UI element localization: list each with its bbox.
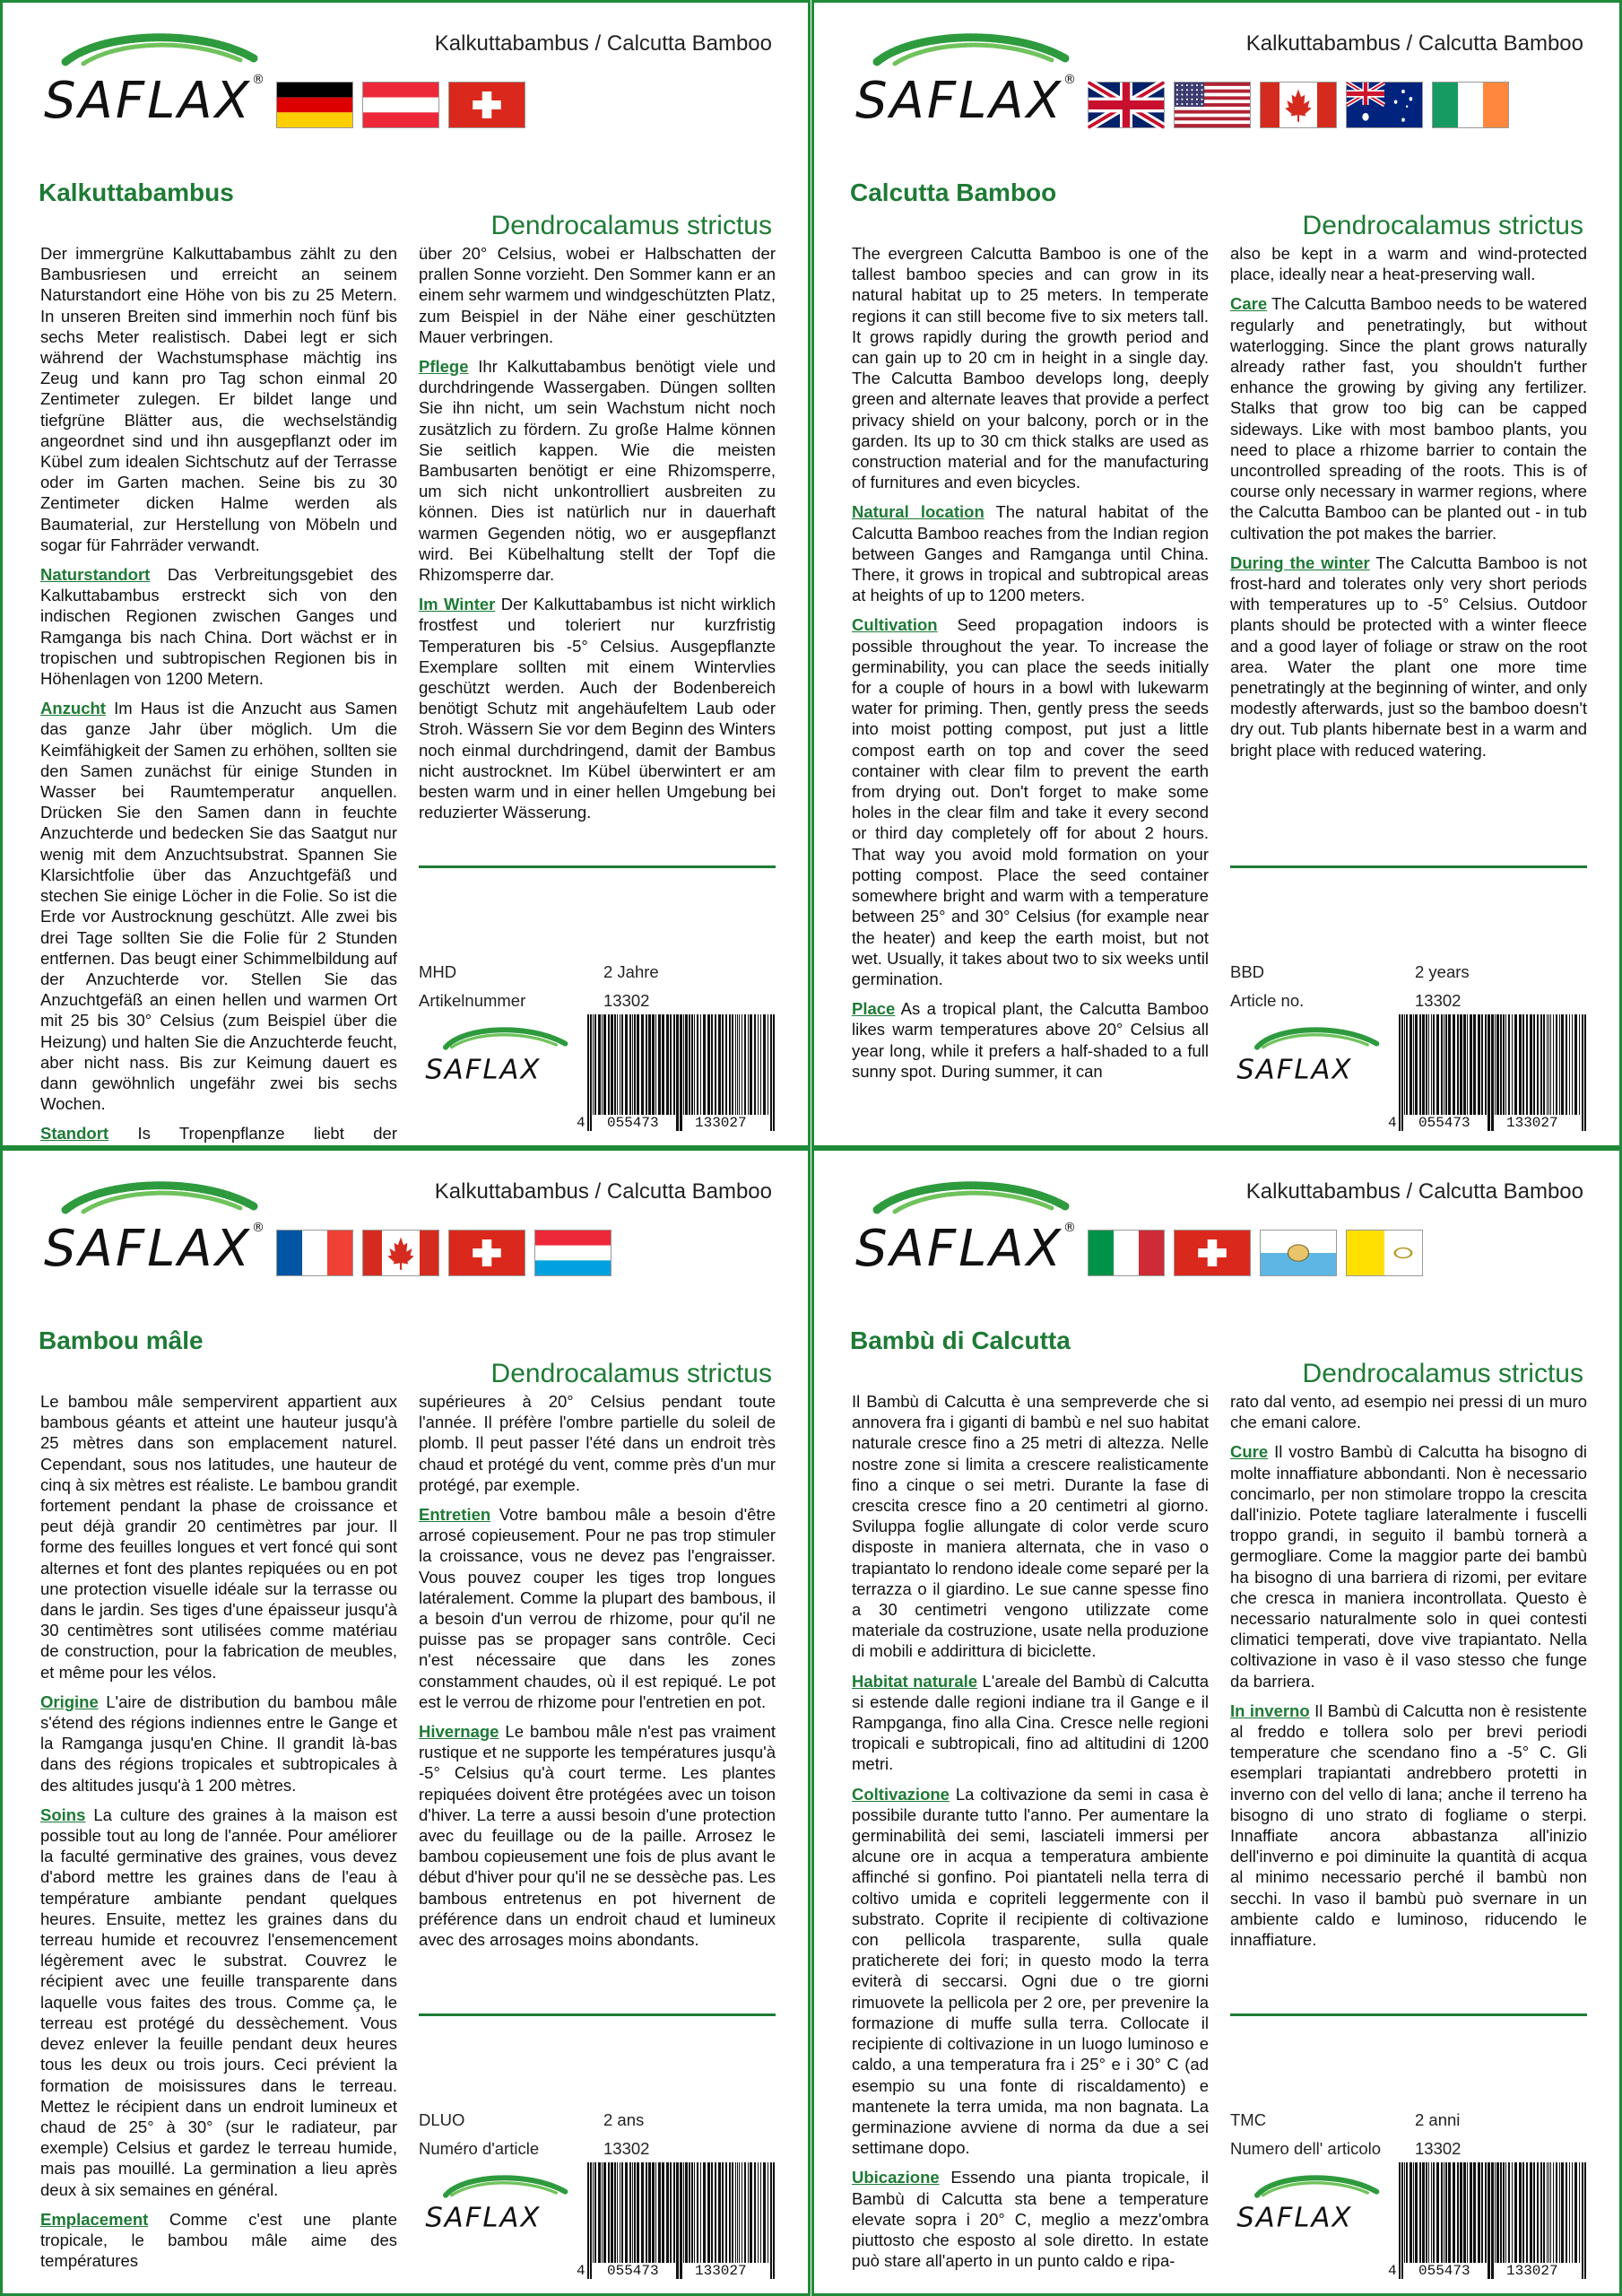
care-section (419, 1721, 776, 1950)
care-section (40, 698, 397, 1114)
section-text: Is Tropenpflanze liebt der (137, 1124, 397, 1144)
section-text: L'areale del Bambù di Calcutta si estende dalle regioni indiane tra il Gange e il Rampganga, fino alla Cina. Cresce nelle regioni tropicali e subtropicali, fino ad altitudini di 1200 metri. (852, 1671, 1209, 1774)
continued-text: also be kept in a warm and wind-protected place, ideally near a heat-preserving wall. (1230, 244, 1587, 284)
care-section (419, 594, 776, 822)
description-right-column (419, 1391, 776, 2019)
barcode-digits-left: 055473 (1418, 2263, 1470, 2279)
flag-switzerland-icon (448, 82, 525, 128)
intro-text: Der immergrüne Kalkuttabambus zählt zu den Bambusriesen und erreicht an seinem Naturstandort eine Höhe von bis zu 25 Metern. In unseren Breiten sind immerhin noch fünf bis sechs Meter realistisch. Dabei legt er sich während der Wachstumsphase mächtig ins Zeug und kann pro Tag schon einmal 20 Zentimeter zulegen. Er bildet lange und tiefgrüne Blätter aus, die wechselständig angeordnet sind und ihn ausgepflanzt oder im Kübel zum idealen Sichtschutz auf der Terrasse oder im Garten machen. Seine bis zu 30 Zentimeter dicken Halme werden als Baumaterial, zur Herstellung von Möbeln und sogar für Fahrräder verwandt. (40, 244, 397, 554)
svg-text:SAFLAX: SAFLAX (425, 1054, 542, 1086)
svg-text:SAFLAX: SAFLAX (855, 1220, 1063, 1278)
article-number-label: Artikelnummer (419, 991, 526, 1010)
best-before-label: MHD (419, 962, 457, 981)
plant-common-name: Bambù di Calcutta (850, 1326, 1071, 1354)
section-text: La culture des graines à la maison est possible tout au long de l'année. Pour améliorer la faculté germinative des graines, vous devez d'abord mettre les graines dans de l'eau à température ambiante pendant quelques heures. Ensuite, mettez les graines dans du terreau humide et recouvrez l'ensemencement légèrement avec le substrat. Couvrez le récipient avec une feuille transparente dans laquelle vous faites des trous. Comme ça, le terreau est protégé du dessèchement. Vous devez enlever la feuille pendant deux heures tous les deux ou trois jours. Ceci prévient la formation de moisissures dans le terreau. Mettez le récipient dans un endroit lumineux et chaud de 25° à 30° (sur le radiateur, par exemple) Celsius et gardez le terreau humide, mais pas mouillé. La germination a lieu après deux à six semaines en général. (40, 1805, 397, 2199)
barcode-digits-right: 133027 (695, 1115, 747, 1131)
section-text: Il Bambù di Calcutta non è resistente al freddo e tollera solo per brevi periodi temperature che scendano fino a -5° C. Gli esemplari trapiantati andrebbero protetti in inverno con del vello di lana; anche il terreno ha bisogno di uno strato di fogliame o sterpi. Innaffiate ancora abbastanza all'inizio dell'inverno e poi diminuite la quantità di acqua al minimo necessario perché il bambù non secchi. In vaso il bambù può svernare in un ambiente caldo e luminoso, riducendo le innaffiature. (1230, 1700, 1587, 1950)
country-flags (276, 1230, 612, 1276)
article-number-value: 13302 (603, 991, 650, 1010)
seed-packet-panel (0, 0, 811, 1148)
best-before-value: 2 ans (603, 2110, 645, 2129)
barcode (1388, 2162, 1589, 2279)
description-right-column (1230, 1391, 1587, 2019)
country-flags (1088, 1230, 1423, 1276)
intro-text: The evergreen Calcutta Bamboo is one of the tallest bamboo species and can grow in its natural habitat up to 25 meters. In temperate regions it can still become five to six meters tall. It grows rapidly during the growth period and can gain up to 20 cm in height in a single day. The Calcutta Bamboo develops long, deeply green and alternate leaves that provide a perfect privacy shield on your balcony, porch or in the garden. Its up to 30 cm thick stalks are used as construction material and for the manufacturing of furnitures and even bicycles. (852, 244, 1210, 492)
care-section (40, 1692, 397, 1796)
barcode-digits-right: 133027 (1506, 2263, 1558, 2279)
saflax-logo (850, 1176, 1083, 1283)
barcode (577, 2162, 777, 2279)
care-section (852, 2167, 1209, 2271)
plant-species-name: Dendrocalamus strictus (490, 211, 772, 240)
plant-common-name: Bambou mâle (39, 1326, 204, 1354)
section-text: Das Verbreitungsgebiet des Kalkuttabambus erstreckt sich von den indischen Regionen zwischen Ganges und Ramganga bis nach China. Dort wächst er in tropischen und subtropischen Regionen bis in Höhenlagen von 1200 Metern. (40, 565, 397, 689)
seed-packet-panel (0, 1148, 811, 2296)
section-heading: In inverno (1230, 1700, 1310, 1720)
continued-text: supérieures à 20° Celsius pendant toute l'année. Il préfère l'ombre partielle du soleil de plomb. Il peut passer l'été dans un endroit très chaud et protégé du vent, comme près d'un mur protégé, par exemple. (419, 1392, 776, 1494)
barcode-digit-lead: 4 (1388, 1115, 1397, 1131)
continued-text: rato dal vento, ad esempio nei pressi di un muro che emani calore. (1230, 1392, 1587, 1432)
svg-text:SAFLAX: SAFLAX (855, 72, 1063, 130)
packet-title: Kalkuttabambus / Calcutta Bamboo (1245, 31, 1583, 56)
plant-common-name: Kalkuttabambus (39, 178, 234, 206)
section-text: Im Haus ist die Anzucht aus Samen das ganze Jahr über möglich. Um die Keimfähigkeit der Samen zu erhöhen, sollten sie den Samen zunächst für einige Stunden in Wasser bei Raumtemperatur anquellen. Drücken Sie den Samen dann in feuchte Anzuchterde und bedecken Sie das Saatgut nur wenig mit dem Anzuchtsubstrat. Spannen Sie Klarsichtfolie über das Anzuchtgefäß und stechen Sie einige Löcher in die Folie. So ist die Erde vor Austrocknung geschützt. Alle zwei bis drei Tage sollten Sie die Folie für 2 Stunden entfernen. Das beugt einer Schimmelbildung auf der Anzuchterde vor. Stellen Sie das Anzuchtgefäß an einen hellen und warmen Ort mit 25 bis 30° Celsius (zum Beispiel über die Heizung) und halten Sie die Anzuchterde feucht, aber nicht nass. Bis zur Keimung dauert es dann gewöhnlich ungefähr zwei bis sechs Wochen. (40, 699, 397, 1114)
barcode (1388, 1014, 1589, 1131)
section-heading: Origine (40, 1692, 99, 1711)
flag-united-kingdom-icon (1088, 82, 1165, 128)
section-text: Der Kalkuttabambus ist nicht wirklich frostfest und toleriert nur kurzfristig Temperaturen bis -5° Celsius. Ausgepflanzte Exemplare sollten mit einem Wintervlies geschützt werden. Auch der Bodenbereich benötigt Schutz mit angehäufeltem Laub oder Stroh. Wässern Sie vor dem Beginn des Winters noch einmal durchdringend, damit der Bambus nicht austrocknet. Im Kübel überwintert er am besten warm und in einer hellen Umgebung bei reduzierter Wässerung. (419, 595, 776, 822)
flag-switzerland-icon (448, 1230, 525, 1276)
svg-text:®: ® (252, 1221, 265, 1235)
flag-ireland-icon (1432, 82, 1509, 128)
section-text: La coltivazione da semi in casa è possibile durante tutto l'anno. Per aumentare la germinabilità dei semi, lasciateli immersi per alcune ore in acqua a temperatura ambiente affinché si gonfino. Poi piantateli nella terra di coltivo umida e copriteli leggermente con il substrato. Coprite il recipiente di coltivazione con pellicola trasparente, sulla quale praticherete dei fori; in questo modo la terra eviterà di seccarsi. Ogni due o tre giorni rimuovete la pellicola per 2 ore, per prevenire la formazione di muffe sulla terra. Collocate il recipiente di coltivazione in un luogo luminoso e caldo, a una temperatura fra i 25° e i 30° C (ad esempio su una fonte di riscaldamento) e mantenete la terra umida, ma non bagnata. La germinazione avviene di norma da due a sei settimane dopo. (852, 1784, 1209, 2158)
flag-austria-icon (362, 82, 439, 128)
description-left-column (852, 1391, 1209, 2279)
flag-canada-icon (1260, 82, 1337, 128)
barcode-digit-lead: 4 (577, 2263, 585, 2279)
barcode-digit-lead: 4 (1388, 2263, 1397, 2279)
barcode (577, 1014, 777, 1131)
divider (419, 2013, 776, 2016)
section-heading: Naturstandort (40, 565, 151, 585)
flag-luxembourg-icon (534, 1230, 612, 1276)
section-text: L'aire de distribution du bambou mâle s'étend des régions indiennes entre le Gange et la Ramganga jusqu'en Chine. Il grandit là-bas dans des régions tropicales et subtropicales à des altitudes jusqu'à 1 200 mètres. (40, 1692, 397, 1795)
care-section (1230, 1441, 1587, 1691)
section-heading: Hivernage (419, 1722, 499, 1742)
svg-text:SAFLAX: SAFLAX (1236, 1054, 1353, 1086)
best-before-label: TMC (1230, 2110, 1267, 2129)
section-heading: Coltivazione (852, 1784, 950, 1804)
section-heading: Anzucht (40, 699, 106, 718)
svg-text:SAFLAX: SAFLAX (44, 72, 252, 130)
divider (419, 865, 776, 868)
svg-text:®: ® (1063, 1221, 1076, 1235)
article-number-value: 13302 (603, 2139, 650, 2158)
section-heading: Soins (40, 1805, 86, 1824)
section-heading: Habitat naturale (852, 1671, 978, 1691)
flag-france-icon (276, 1230, 353, 1276)
divider (1230, 2013, 1587, 2016)
care-section (40, 2209, 397, 2272)
section-heading: Cure (1230, 1442, 1269, 1462)
article-number-value: 13302 (1415, 991, 1462, 1010)
saflax-logo (39, 1176, 272, 1283)
section-text: Ihr Kalkuttabambus benötigt viele und durchdringende Wassergaben. Düngen sollten Sie ihn nicht, um sein Wachstum nicht noch zusätzlich zu fördern. Zu große Halme können Sie seitlich kappen. Wie die meisten Bambusarten benötigt er eine Rhizomsperre, um sich nicht unkontrolliert ausbreiten zu können. Dies ist natürlich nur in dauerhaft warmen Gegenden nötig, wo er ausgepflanzt wird. Bei Kübelhaltung stellt der Topf die Rhizomsperre dar. (419, 357, 776, 585)
country-flags (1088, 82, 1509, 128)
plant-species-name: Dendrocalamus strictus (1302, 1359, 1583, 1388)
care-section (40, 564, 397, 689)
care-section (1230, 552, 1587, 761)
seed-packet-panel (811, 0, 1622, 1148)
intro-text: Le bambou mâle sempervirent appartient aux bambous géants et atteint une hauteur jusqu'à 25 mètres dans son emplacement naturel. Cependant, sous nos latitudes, une hauteur de cinq à six mètres est réaliste. Le bambou grandit fortement pendant la phase de croissance et peut déjà grandir 20 centimètres par jour. Il forme des feuilles longues et vert foncé qui sont alternes et font des plantes repiquées ou en pot une protection visuelle idéale sur la terrasse ou dans le jardin. Ses tiges d'une épaisseur jusqu'à 30 centimètres sont utilisées comme matériau de construction, pour la fabrication de meubles, et même pour les vélos. (40, 1392, 397, 1682)
care-section (852, 1671, 1209, 1775)
flag-switzerland-icon (1174, 1230, 1251, 1276)
best-before-label: BBD (1230, 962, 1265, 981)
section-heading: Ubicazione (852, 2168, 940, 2187)
article-number-label: Numéro d'article (419, 2139, 540, 2158)
description-right-column (419, 243, 776, 871)
section-heading: Cultivation (852, 615, 938, 635)
care-section (1230, 1700, 1587, 1950)
packet-title: Kalkuttabambus / Calcutta Bamboo (434, 1179, 772, 1204)
article-number-label: Article no. (1230, 991, 1305, 1010)
barcode-digits-left: 055473 (607, 2263, 659, 2279)
article-number-value: 13302 (1415, 2139, 1462, 2158)
care-section (40, 1805, 397, 2200)
barcode-digits-left: 055473 (607, 1115, 659, 1131)
care-section (1230, 293, 1587, 543)
care-section (419, 356, 776, 585)
section-heading: Emplacement (40, 2209, 149, 2229)
care-section (852, 1784, 1209, 2159)
section-text: The Calcutta Bamboo is not frost-hard and tolerates only very short periods with temperatures up to -5° Celsius. Outdoor plants should be protected with a winter fleece and a good layer of foliage or straw on the root area. Water the plant one more time penetratingly at the beginning of winter, and only modestly afterwards, just so the bamboo doesn't dry out. Tub plants hibernate best in a warm and bright place with reduced watering. (1230, 552, 1587, 760)
section-text: As a tropical plant, the Calcutta Bamboo likes warm temperatures above 20° Celsius all year long, while it prefers a half-shaded to a full sunny spot. During summer, it can (852, 999, 1209, 1081)
plant-species-name: Dendrocalamus strictus (490, 1359, 772, 1388)
best-before-label: DLUO (419, 2110, 465, 2129)
saflax-logo (850, 28, 1083, 135)
care-section (419, 1504, 776, 1712)
section-heading: Standort (40, 1124, 109, 1144)
divider (1230, 865, 1587, 868)
barcode-digits-right: 133027 (695, 2263, 747, 2279)
svg-text:®: ® (1063, 73, 1076, 87)
best-before-value: 2 Jahre (603, 962, 659, 981)
care-section (852, 998, 1209, 1082)
best-before-value: 2 years (1415, 962, 1470, 981)
care-section (852, 614, 1209, 989)
packet-title: Kalkuttabambus / Calcutta Bamboo (434, 31, 772, 56)
intro-text: Il Bambù di Calcutta è una sempreverde che si annovera fra i giganti di bambù e nel suo habitat naturale cresce fino a 25 metri di altezza. Nelle nostre zone si limita a crescere realisticamente fino a cinque o sei metri. Durante la fase di crescita cresce fino a 20 centimetri al giorno. Sviluppa foglie allungate di color verde scuro disposte in maniera alternata, che in vaso o trapiantato lo rendono ideale come separé per la terrazza o il giardino. Le sue canne spesse fino a 30 centimetri vengono utilizzate come materiale da costruzione, usate nella produzione di mobili e addirittura di biciclette. (852, 1392, 1210, 1661)
section-heading: Natural location (852, 502, 984, 522)
section-text: Le bambou mâle n'est pas vraiment rustique et ne supporte les températures jusqu'à -5° Celsius qu'à court terme. Les plantes repiquées doivent être protégées avec un toison d'hiver. La terre a aussi besoin d'une protection avec du feuillage ou de la paille. Arrosez le bambou copieusement une fois de plus avant le début d'hiver pour qu'il ne se dessèche pas. Les bambous entretenus en pot hivernent de préférence dans un endroit chaud et lumineux avec des arrosages moins abondants. (419, 1722, 776, 1950)
care-section (852, 501, 1209, 605)
description-right-column (1230, 243, 1587, 871)
section-heading: Care (1230, 294, 1268, 314)
plant-common-name: Calcutta Bamboo (850, 178, 1057, 206)
section-text: Essendo una pianta tropicale, il Bambù di Calcutta sta bene a temperature elevate sopra i 20° C, meglio a mezz'ombra piuttosto che esposto al sole diretto. In estate può stare all'aperto in un punto caldo e ripa- (852, 2168, 1209, 2271)
barcode-digits-left: 055473 (1418, 1115, 1470, 1131)
seed-packet-panel (811, 1148, 1622, 2296)
section-heading: Place (852, 999, 896, 1019)
packet-title: Kalkuttabambus / Calcutta Bamboo (1245, 1179, 1583, 1204)
section-heading: During the winter (1230, 552, 1370, 572)
svg-text:®: ® (252, 73, 265, 87)
continued-text: über 20° Celsius, wobei er Halbschatten der prallen Sonne vorzieht. Den Sommer kann er an einem sehr warmem und windgeschützten Platz, zum Beispiel in der Nähe einer geschützten Mauer verbringen. (419, 244, 776, 346)
section-text: Seed propagation indoors is possible throughout the year. To increase the germinability, you can place the seeds initially for a couple of hours in a bowl with lukewarm water for priming. Then, gently press the seeds into moist potting compost, put just a little compost earth on top and cover the seed container with clear film to prevent the earth from drying out. Don't forget to make some holes in the clear film and take it every second or third day completely off for about 2 hours. That way you avoid mold formation on your potting compost. Place the seed container somewhere bright and warm with a temperature between 25° and 30° Celsius (for example near the heater) and keep the earth moist, but not wet. Usually, it takes about two to six weeks until germination. (852, 615, 1209, 988)
flag-germany-icon (276, 82, 353, 128)
flag-italy-icon (1088, 1230, 1165, 1276)
flag-united-states-icon (1174, 82, 1251, 128)
section-text: The Calcutta Bamboo needs to be watered regularly and penetratingly, but without waterlogging. Since the plant grows naturally already rather fast, you shouldn't further enhance the growing by giving any fertilizer. Stalks that grow too big can be capped sideways. Like with most bamboo plants, you need to place a rhizome barrier to contain the uncontrolled spreading of the roots. This is of course only necessary in warmer regions, where the Calcutta Bamboo can be planted out - in tub cultivation the pot makes the barrier. (1230, 294, 1587, 543)
section-text: Il vostro Bambù di Calcutta ha bisogno di molte innaffiature abbondanti. Non è necessario concimarlo, per non stimolare troppo la crescita dall'inizio. Potete tagliare lateralmente i fuscelli troppo grandi, in seguito il bambù tornerà a germogliare. Come la maggior parte dei bambù ha bisogno di una barriera di rizomi, per evitare che cresca in maniera incontrollata. Questo è necessario naturalmente solo in quei contesti climatici temperati, dove vive trapiantato. Nella coltivazione in vaso è il vaso stesso che funge da barriera. (1230, 1442, 1587, 1691)
article-number-label: Numero dell' articolo (1230, 2139, 1382, 2158)
description-left-column (40, 1391, 397, 2279)
description-left-column (40, 243, 397, 1144)
flag-vatican-icon (1346, 1230, 1423, 1276)
country-flags (276, 82, 525, 128)
saflax-logo (39, 28, 272, 135)
barcode-digits-right: 133027 (1506, 1115, 1558, 1131)
saflax-logo-small (1230, 1023, 1392, 1095)
section-heading: Entretien (419, 1505, 491, 1525)
plant-species-name: Dendrocalamus strictus (1302, 211, 1583, 240)
section-heading: Pflege (419, 357, 469, 377)
svg-text:SAFLAX: SAFLAX (44, 1220, 252, 1278)
saflax-logo-small (419, 2171, 580, 2243)
section-text: Votre bambou mâle a besoin d'être arrosé copieusement. Pour ne pas trop stimuler la croissance, vous ne devez pas l'engraisser. Vous pouvez couper les tiges trop longues latéralement. Comme la plupart des bambous, il a besoin d'un verrou de rhizome, pour qu'il ne puisse pas se propager sans contrôle. Ceci n'est nécessaire que dans les zones constamment chaudes, où il est repiqué. Le pot est le verrou de rhizome pour l'entretien en pot. (419, 1505, 776, 1711)
svg-text:SAFLAX: SAFLAX (1236, 2202, 1353, 2234)
saflax-logo-small (419, 1023, 580, 1095)
flag-san-marino-icon (1260, 1230, 1337, 1276)
best-before-value: 2 anni (1415, 2110, 1461, 2129)
barcode-digit-lead: 4 (577, 1115, 585, 1131)
description-left-column (852, 243, 1209, 1131)
saflax-logo-small (1230, 2171, 1392, 2243)
section-heading: Im Winter (419, 595, 496, 614)
section-text: Comme c'est une plante tropicale, le bambou mâle aime des températures (40, 2209, 397, 2271)
svg-text:SAFLAX: SAFLAX (425, 2202, 542, 2234)
section-text: The natural habitat of the Calcutta Bamboo reaches from the Indian region between Ganges and Ramganga until China. There, it grows in tropical and subtropical areas at heights of up to 1200 meters. (852, 502, 1209, 605)
flag-australia-icon (1346, 82, 1423, 128)
flag-canada-icon (362, 1230, 439, 1276)
